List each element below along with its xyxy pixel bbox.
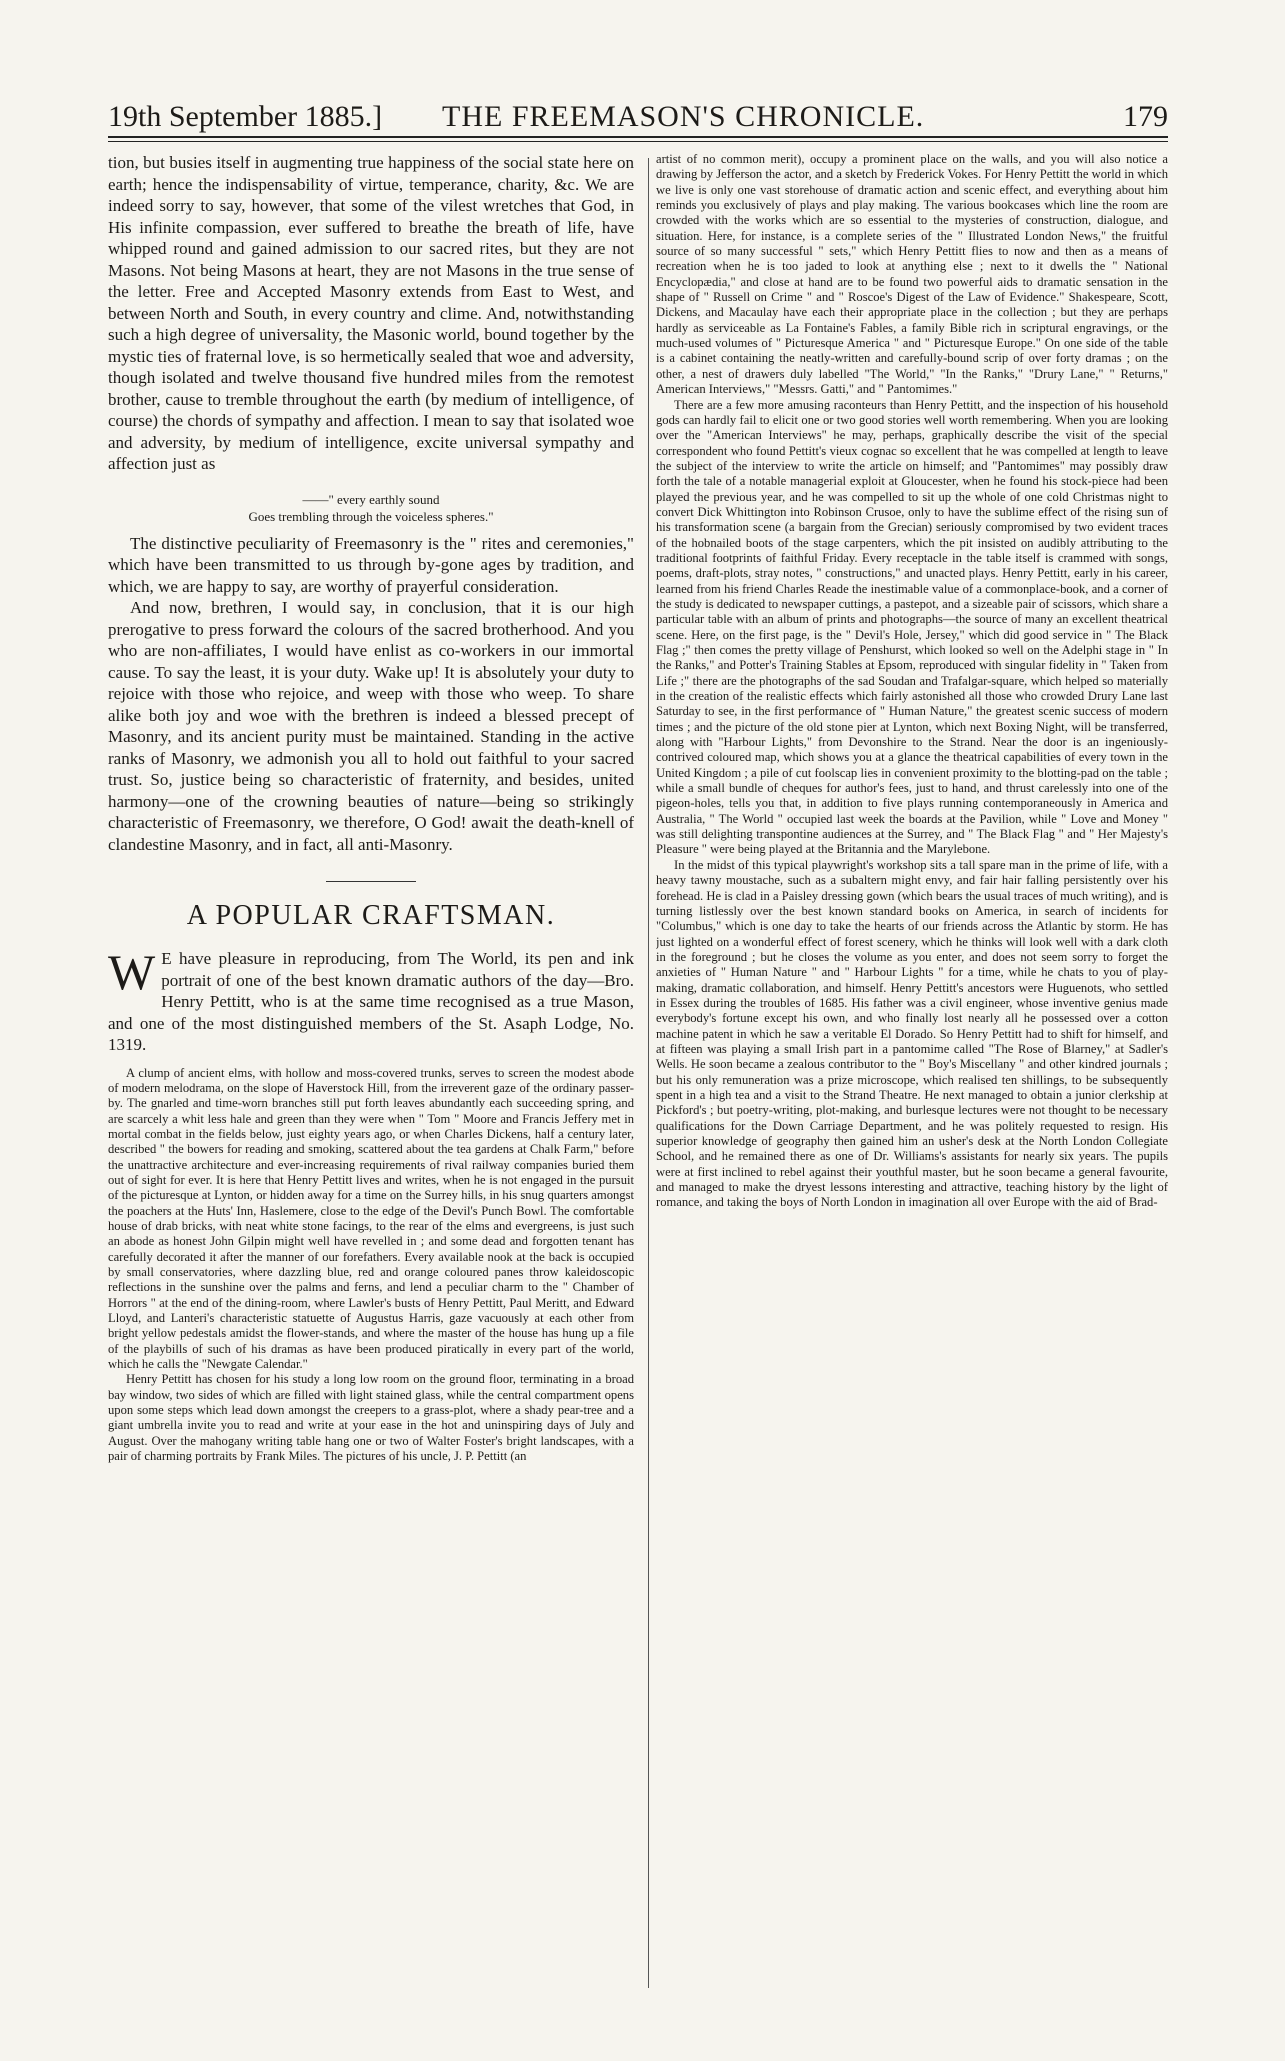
body-paragraph-small: There are a few more amusing raconteurs than Henry Pettitt, and the inspection of his household gods can hardly fail to elicit one or two good stories well worth remembering. When you are looking over the "American Interviews" he may, perhaps, graphically describe the visit of the special correspondent who found Pettitt's vieux cognac so excellent that he was compelled at length to leave the subject of the interview to write the article on himself; and "Pantomimes" may possibly draw forth the tale of a notable managerial exploit at Gloucester, when he found his stock-piece had been played the previous year, and he was compelled to sit up the whole of one cold Christmas night to convert Dick Whittington into Robinson Crusoe, only to have the sublime effect of the rising sun of his transformation scene (a bargain from the Grecian) seriously compromised by two evident traces of the hobnailed boots of the stage carpenters, which the pit insisted on audibly attributing to the traditional footprints of faithful Friday. Every receptacle in the table itself is crammed with songs, poems, draft-plots, stray notes, " constructions," and unacted plays. Henry Pettitt, early in his career, learned from his friend Charles Reade the inestimable value of a commonplace-book, and a corner of the study is dedicated to newspaper cuttings, a pastepot, and a sizeable pair of scissors, which share a particular table with an album of prints and photographs—the source of many an excellent theatrical scene. Here, on the first page, is the " Devil's Hole, Jersey," which did good service in " The Black Flag ;" then comes the pretty village of Penshurst, which looked so well on the Adelphi stage in " In the Ranks," and Potter's Training Stables at Epsom, reproduced with singular fidelity in " Taken from Life ;" there are the photographs of the sad Soudan and Trafalgar-square, which helped so materially in the creation of the realistic effects which fairly astonished all those who crowded Drury Lane last Saturday to see, in the first performance of " Human Nature," the greatest scenic success of modern times ; and the picture of the old stone pier at Lynton, which next Boxing Night, will be transferred, along with "Harbour Lights," from Devonshire to the Strand. Near the door is an ingeniously-contrived coloured map, which shows you at a glance the theatrical capabilities of every town in the United Kingdom ; a pile of cut foolscap lies in convenient proximity to the blotting-pad on the table ; while a small bundle of cheques for author's fees, just to hand, and thrust carelessly into one of the pigeon-holes, tells you that, in addition to five plays running contemporaneously in America and Australia, " The World " occupied last week the boards at the Pavilion, while " Love and Money " was still delighting transpontine audiences at the Surrey, and " The Black Flag " and " Her Majesty's Pleasure " were being played at the Britannia and the Marylebone. [656,397,1168,857]
column-divider [648,158,649,1988]
verse-quote [108,491,634,525]
page-header [108,100,1168,134]
body-paragraph: tion, but busies itself in augmenting true happiness of the social state here on earth; hence the indispensability of virtue, temperance, charity, &c. We are indeed sorry to say, however, that some of the vilest wretches that God, in His infinite compassion, ever suffered to breathe the breath of life, have whipped round and gained admission to our sacred rites, but they are not Masons. Not being Masons at heart, they are not Masons in the true sense of the letter. Free and Accepted Masonry extends from East to West, and between North and South, in every country and clime. And, notwithstanding such a high degree of universality, the Masonic world, bound together by the mystic ties of fraternal love, is so hermetically sealed that woe and adversity, though isolated and twelve thousand five hundred miles from the remotest brother, cause to tremble throughout the earth (by medium of intelligence, of course) the chords of sympathy and affection. I mean to say that isolated woe and adversity, by medium of intelligence, excite universal sympathy and affection just as [108,153,634,473]
body-paragraph: The distinctive peculiarity of Freemasonry is the " rites and ceremonies," which have been transmitted to us through by-gone ages by tradition, and which, we are happy to say, are worthy of prayerful consideration. [108,533,634,596]
article-heading: A POPULAR CRAFTSMAN. [186,900,556,931]
drop-cap: W [108,944,156,1000]
header-rule-thin [108,141,1168,142]
body-paragraph: And now, brethren, I would say, in conclusion, that it is our high prerogative to press forward the colours of the sacred brotherhood. And you who are non-affiliates, I would have enlist as co-workers in our immortal cause. To say the least, it is your duty. Wake up! It is absolutely your duty to rejoice with those who rejoice, and weep with those who weep. To share alike both joy and woe with the brethren is indeed a blessed precept of Masonry, and its ancient purity must be maintained. Standing in the active ranks of Masonry, we admonish you all to hold out faithful to your sacred trust. So, justice being so characteristic of fraternity, and besides, united harmony—one of the crowning beauties of nature—being so strikingly characteristic of Freemasonry, we therefore, O God! await the death-knell of clandestine Masonry, and in fact, all anti-Masonry. [108,598,634,854]
body-paragraph-small: Henry Pettitt has chosen for his study a long low room on the ground floor, terminating in a broad bay window, two sides of which are filled with light stained glass, while the central compartment opens upon some steps which lead down amongst the creepers to a grass-plot, where a shady pear-tree and a giant umbrella invite you to read and write at your ease in the hot and uninspiring days of July and August. Over the mahogany writing table hang one or two of Walter Foster's bright landscapes, with a pair of charming portraits by Frank Miles. The pictures of his uncle, J. P. Pettitt (an [108,1372,634,1464]
right-column [656,152,1168,1211]
intro-text: E have pleasure in reproducing, from The World, its pen and ink portrait of one of the best known dramatic authors of the day—Bro. Henry Pettitt, who is at the same time recognised as a true Mason, and one of the most distinguished members of the St. Asaph Lodge, No. 1319. [108,949,634,1054]
page-number: 179 [1123,100,1168,133]
body-paragraph-small: In the midst of this typical playwright's workshop sits a tall spare man in the prime of life, with a heavy tawny moustache, such as a subaltern might envy, and fair hair falling persistently over his forehead. He is clad in a Paisley dressing gown (which bears the usual traces of much writing), and is turning listlessly over the best known standard books on America, in search of incidents for "Columbus," which is one day to take the hearts of our friends across the Atlantic by storm. He has just lighted on a wonderful effect of forest scenery, which he thinks will look well with a dark cloth in the foreground ; but he closes the volume as you enter, and does not seem sorry to forget the anxieties of " Human Nature " and " Harbour Lights " for a time, while he chats to you of play-making, dramatic collaboration, and himself. Henry Pettitt's ancestors were Huguenots, who settled in Essex during the troubles of 1685. His father was a civil engineer, whose inventive genius made everybody's fortune except his own, and who finally lost nearly all he possessed over a cotton machine patent in which he saw a veritable El Dorado. So Henry Pettitt had to shift for himself, and at fifteen was playing a small Irish part in a pantomime called "The Rose of Blarney," at Sadler's Wells. He soon became a zealous contributor to the " Boy's Miscellany " and other kindred journals ; but his only remuneration was a prize microscope, which realised ten shillings, to be subsequently spent in a high tea and a visit to the Strand Theatre. He next managed to obtain a junior clerkship at Pickford's ; but poetry-writing, plot-making, and burlesque lectures were not thought to be necessary qualifications for the Down Carriage Department, and he was politely requested to resign. His superior knowledge of geography then gained him an usher's desk at the North London Collegiate School, and he remained there as one of Dr. Williams's assistants for nearly six years. The pupils were at first inclined to rebel against their youthful master, but he soon became a general favourite, and managed to make the dryest lessons interesting and attractive, teaching history by the light of romance, and taking the boys of North London in imagination all over Europe with the aid of Brad- [656,857,1168,1210]
publication-title: THE FREEMASON'S CHRONICLE. [442,100,925,133]
section-divider [326,881,416,882]
verse-line: Goes trembling through the voiceless spheres." [248,508,494,524]
intro-paragraph [108,944,634,1056]
left-column [108,152,634,1464]
verse-line: ——" every earthly sound [302,491,440,507]
header-rule [108,136,1168,138]
issue-date: 19th September 1885.] [108,100,383,133]
body-paragraph-small: A clump of ancient elms, with hollow and moss-covered trunks, serves to screen the modest abode of modern melodrama, on the slope of Haverstock Hill, from the irreverent gaze of the ordinary passer-by. The gnarled and time-worn branches still put forth leaves abundantly each succeeding spring, and are scarcely a whit less hale and green than they were when " Tom " Moore and Francis Jeffery met in mortal combat in the fields below, just eighty years ago, or when Charles Dickens, half a century later, described " the bowers for reading and smoking, scattered about the tea gardens at Chalk Farm," before the unattractive architecture and ever-increasing requirements of rival railway companies buried them out of sight for ever. It is here that Henry Pettitt lives and writes, when he is not engaged in the pursuit of the picturesque at Lynton, or hidden away for a time on the Surrey hills, in his snug quarters amongst the poachers at the Huts' Inn, Haslemere, close to the edge of the Devil's Punch Bowl. The comfortable house of drab bricks, with neat white stone facings, to the rear of the elms and evergreens, is just such an abode as honest John Gilpin might well have revelled in ; and some dead and forgotten tenant has carefully decorated it after the manner of our forefathers. Every available nook at the back is occupied by small conservatories, where dazzling blue, red and orange coloured panes throw kaleidoscopic reflections in the sunshine over the palms and ferns, and lend a peculiar charm to the " Chamber of Horrors " at the end of the dining-room, where Lawler's busts of Henry Pettitt, Paul Meritt, and Edward Lloyd, and Lanteri's characteristic statuette of Augustus Harris, gaze vacuously at each other from bright yellow pedestals amidst the flower-stands, and where the master of the house has hung up a file of the playbills of such of his dramas as have been produced piratically in every part of the world, which he calls the "Newgate Calendar." [108,1065,634,1372]
body-paragraph-small: artist of no common merit), occupy a prominent place on the walls, and you will also notice a drawing by Jefferson the actor, and a sketch by Frederick Vokes. For Henry Pettitt the world in which we live is only one vast storehouse of dramatic action and scenic effect, and everything about him reminds you exclusively of plays and play making. The various bookcases which line the room are crowded with the works which are so essential to the mysteries of construction, dialogue, and situation. Here, for instance, is a complete series of the " Illustrated London News," the fruitful source of so many successful " sets," which Henry Pettitt flies to now and then as a means of recreation when he is too jaded to look at anything else ; next to it dwells the " National Encyclopædia," and close at hand are to be found two powerful aids to dramatic sensation in the shape of " Russell on Crime " and " Roscoe's Digest of the Law of Evidence." Shakespeare, Scott, Dickens, and Macaulay have each their appropriate place in the collection ; but they are perhaps hardly as serviceable as La Fontaine's Fables, a family Bible rich in scriptural engravings, or the much-used volumes of " Picturesque America " and " Picturesque Europe." On one side of the table is a cabinet containing the neatly-written and carefully-bound scrip of over forty dramas ; on the other, a nest of drawers duly labelled "The World," "In the Ranks," "Drury Lane," " Returns," American Interviews," "Messrs. Gatti," and " Pantomimes." [656,152,1168,397]
